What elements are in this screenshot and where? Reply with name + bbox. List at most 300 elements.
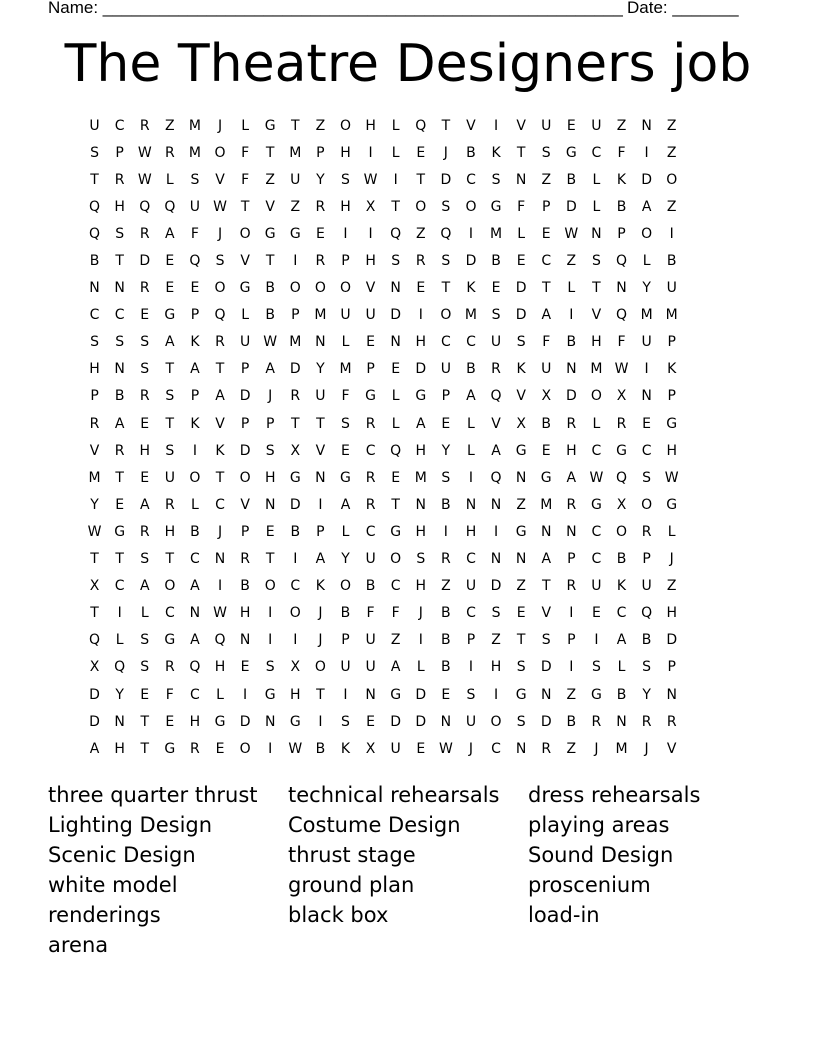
grid-row <box>82 735 738 762</box>
grid-letter: Q <box>189 659 201 676</box>
grid-letter: Q <box>390 442 402 459</box>
grid-letter: Z <box>666 144 677 161</box>
grid-letter: R <box>666 713 677 730</box>
word-bank-item: thrust stage <box>288 843 416 867</box>
grid-letter: D <box>490 578 502 595</box>
grid-letter: A <box>265 361 275 378</box>
grid-letter: X <box>290 659 301 676</box>
grid-letter: U <box>641 578 652 595</box>
grid-row <box>82 708 738 735</box>
grid-letter: M <box>188 144 201 161</box>
word-bank-item: proscenium <box>528 873 651 897</box>
grid-letter: R <box>315 253 326 270</box>
grid-letter: P <box>441 388 451 405</box>
grid-letter: N <box>540 686 552 703</box>
grid-letter: F <box>241 144 250 161</box>
grid-letter: V <box>240 496 250 513</box>
grid-letter: T <box>90 551 99 568</box>
grid-letter: C <box>491 740 501 757</box>
grid-letter: I <box>468 469 474 486</box>
grid-letter: B <box>89 253 100 270</box>
grid-letter: S <box>642 659 652 676</box>
grid-letter: I <box>318 713 323 730</box>
grid-letter: H <box>415 578 427 595</box>
grid-letter: M <box>339 361 352 378</box>
grid-letter: H <box>666 442 677 459</box>
grid-letter: K <box>466 280 476 297</box>
grid-row <box>82 329 738 356</box>
grid-letter: P <box>642 551 651 568</box>
grid-letter: O <box>590 388 602 405</box>
grid-letter: S <box>516 659 526 676</box>
grid-letter: U <box>591 117 602 134</box>
grid-letter: S <box>265 442 275 459</box>
grid-letter: B <box>265 280 275 297</box>
grid-letter: F <box>165 686 174 703</box>
grid-letter: S <box>516 334 526 351</box>
grid-letter: A <box>340 496 351 513</box>
grid-letter: F <box>391 605 400 622</box>
grid-letter: T <box>291 415 300 432</box>
grid-letter: E <box>391 361 401 378</box>
grid-letter: Y <box>642 280 651 297</box>
grid-letter: V <box>365 280 376 297</box>
grid-letter: A <box>616 632 627 649</box>
grid-letter: I <box>368 144 373 161</box>
grid-letter: J <box>644 740 649 757</box>
grid-letter: A <box>491 442 501 459</box>
grid-letter: R <box>139 280 150 297</box>
grid-row <box>82 518 738 545</box>
grid-letter: I <box>569 307 574 324</box>
grid-letter: C <box>114 117 125 134</box>
grid-letter: C <box>591 551 602 568</box>
grid-row <box>82 275 738 302</box>
grid-row <box>82 193 738 220</box>
grid-letter: N <box>490 496 502 513</box>
grid-letter: E <box>591 605 601 622</box>
grid-letter: E <box>265 523 275 540</box>
grid-letter: G <box>365 388 376 405</box>
grid-letter: D <box>540 713 552 730</box>
grid-letter: M <box>665 307 678 324</box>
grid-letter: K <box>491 144 501 161</box>
grid-letter: Z <box>666 117 677 134</box>
grid-letter: P <box>567 632 576 649</box>
grid-row <box>82 627 738 654</box>
grid-letter: D <box>565 198 577 215</box>
grid-letter: T <box>416 171 426 188</box>
grid-letter: I <box>368 225 373 242</box>
grid-letter: I <box>493 117 499 134</box>
grid-letter: N <box>616 280 627 297</box>
grid-letter: R <box>566 578 577 595</box>
grid-letter: O <box>666 171 678 188</box>
grid-letter: Y <box>341 551 350 568</box>
grid-letter: I <box>569 659 574 676</box>
word-bank-item: Lighting Design <box>48 813 213 837</box>
grid-letter: B <box>566 713 577 730</box>
grid-letter: O <box>289 280 301 297</box>
grid-letter: C <box>164 605 175 622</box>
grid-letter: N <box>515 740 527 757</box>
grid-row <box>82 573 738 600</box>
grid-letter: P <box>316 144 325 161</box>
grid-letter: R <box>566 415 577 432</box>
grid-letter: X <box>616 496 627 513</box>
grid-letter: J <box>217 225 223 242</box>
grid-letter: R <box>164 144 175 161</box>
grid-letter: G <box>164 740 176 757</box>
grid-letter: U <box>490 334 502 351</box>
grid-letter: V <box>215 171 225 188</box>
grid-row <box>82 220 738 247</box>
grid-letter: I <box>669 225 674 242</box>
grid-letter: E <box>190 280 200 297</box>
grid-letter: A <box>466 388 476 405</box>
grid-letter: F <box>542 334 551 351</box>
grid-letter: T <box>115 469 124 486</box>
grid-letter: G <box>415 388 427 405</box>
grid-letter: D <box>666 632 678 649</box>
grid-letter: C <box>390 578 401 595</box>
grid-letter: K <box>667 361 677 378</box>
grid-letter: L <box>165 171 174 188</box>
grid-letter: L <box>191 496 199 513</box>
grid-letter: P <box>466 632 476 649</box>
grid-row <box>82 600 738 627</box>
grid-letter: D <box>415 713 427 730</box>
grid-letter: I <box>493 523 499 540</box>
grid-letter: U <box>591 578 602 595</box>
grid-letter: I <box>268 632 273 649</box>
grid-letter: U <box>666 280 677 297</box>
grid-letter: D <box>89 686 100 703</box>
grid-letter: H <box>566 442 577 459</box>
grid-letter: O <box>189 469 201 486</box>
grid-letter: C <box>641 442 652 459</box>
grid-letter: G <box>264 686 276 703</box>
grid-letter: E <box>416 740 426 757</box>
grid-letter: B <box>541 415 552 432</box>
grid-letter: J <box>418 605 423 622</box>
grid-letter: G <box>289 225 301 242</box>
grid-letter: B <box>466 144 476 161</box>
grid-letter: W <box>263 334 278 351</box>
grid-letter: B <box>365 578 376 595</box>
grid-letter: G <box>616 442 627 459</box>
grid-letter: P <box>265 415 275 432</box>
grid-letter: R <box>591 713 602 730</box>
grid-letter: F <box>341 388 350 405</box>
grid-letter: M <box>590 361 603 378</box>
grid-letter: T <box>441 117 451 134</box>
grid-letter: A <box>165 225 175 242</box>
grid-letter: S <box>541 632 551 649</box>
grid-letter: G <box>590 496 602 513</box>
grid-letter: D <box>289 361 301 378</box>
grid-letter: D <box>239 388 251 405</box>
grid-letter: O <box>339 280 351 297</box>
grid-letter: A <box>566 469 577 486</box>
grid-letter: F <box>617 334 626 351</box>
grid-letter: D <box>89 713 100 730</box>
grid-letter: N <box>415 496 426 513</box>
grid-letter: S <box>516 713 526 730</box>
grid-letter: A <box>190 361 200 378</box>
grid-letter: N <box>89 280 100 297</box>
grid-letter: R <box>566 496 577 513</box>
grid-letter: A <box>165 334 175 351</box>
grid-letter: I <box>343 686 348 703</box>
grid-letter: Y <box>316 361 325 378</box>
grid-letter: N <box>114 361 125 378</box>
grid-letter: C <box>466 551 476 568</box>
grid-letter: G <box>390 523 402 540</box>
grid-letter: P <box>115 144 124 161</box>
grid-letter: B <box>616 198 627 215</box>
grid-letter: D <box>239 442 251 459</box>
grid-letter: C <box>616 605 627 622</box>
grid-letter: I <box>418 307 423 324</box>
grid-letter: Z <box>165 117 175 134</box>
grid-letter: G <box>666 415 678 432</box>
grid-letter: B <box>265 307 275 324</box>
grid-letter: Z <box>491 632 501 649</box>
grid-letter: Z <box>666 578 677 595</box>
grid-letter: H <box>139 442 150 459</box>
grid-letter: S <box>140 551 150 568</box>
grid-letter: G <box>490 198 502 215</box>
grid-letter: R <box>164 496 175 513</box>
grid-letter: S <box>441 198 451 215</box>
grid-letter: V <box>491 415 501 432</box>
grid-letter: D <box>390 307 402 324</box>
grid-letter: I <box>293 253 298 270</box>
grid-letter: I <box>468 225 474 242</box>
grid-letter: U <box>541 361 552 378</box>
grid-letter: W <box>87 523 102 540</box>
grid-letter: S <box>466 686 476 703</box>
grid-letter: J <box>669 551 674 568</box>
grid-letter: X <box>365 198 376 215</box>
grid-letter: Y <box>642 686 651 703</box>
grid-letter: H <box>264 469 276 486</box>
grid-letter: K <box>215 442 225 459</box>
grid-letter: I <box>293 632 298 649</box>
grid-letter: T <box>391 496 400 513</box>
grid-letter: I <box>217 578 223 595</box>
grid-letter: T <box>215 361 225 378</box>
word-bank-item: ground plan <box>288 873 415 897</box>
grid-letter: L <box>567 280 576 297</box>
grid-letter: E <box>541 225 551 242</box>
grid-letter: P <box>366 361 375 378</box>
grid-letter: Q <box>616 469 628 486</box>
grid-letter: H <box>114 740 125 757</box>
grid-letter: B <box>190 523 200 540</box>
grid-letter: R <box>415 253 426 270</box>
grid-letter: X <box>616 388 627 405</box>
grid-letter: X <box>365 740 376 757</box>
grid-letter: Y <box>316 171 325 188</box>
grid-letter: H <box>89 361 100 378</box>
grid-letter: H <box>465 523 477 540</box>
grid-letter: S <box>215 253 225 270</box>
grid-letter: H <box>415 523 427 540</box>
grid-letter: T <box>291 117 300 134</box>
grid-letter: N <box>214 551 226 568</box>
grid-letter: L <box>467 415 475 432</box>
grid-row <box>82 383 738 410</box>
grid-letter: W <box>589 469 604 486</box>
grid-letter: C <box>591 523 602 540</box>
grid-letter: Q <box>214 632 226 649</box>
grid-letter: L <box>592 171 601 188</box>
grid-letter: L <box>592 415 601 432</box>
grid-letter: U <box>365 632 376 649</box>
grid-letter: H <box>365 117 376 134</box>
grid-letter: G <box>565 144 577 161</box>
grid-letter: O <box>214 280 226 297</box>
grid-letter: I <box>468 659 474 676</box>
grid-letter: W <box>614 361 629 378</box>
grid-letter: Q <box>440 225 452 242</box>
grid-letter: E <box>140 415 150 432</box>
grid-letter: H <box>164 523 176 540</box>
grid-letter: Z <box>390 632 401 649</box>
grid-letter: D <box>440 171 452 188</box>
grid-letter: U <box>390 740 401 757</box>
grid-letter: Y <box>90 496 99 513</box>
grid-letter: X <box>516 415 526 432</box>
grid-letter: G <box>666 496 678 513</box>
word-bank-item: white model <box>48 873 178 897</box>
grid-letter: T <box>516 632 526 649</box>
grid-letter: N <box>540 523 552 540</box>
grid-letter: R <box>114 442 125 459</box>
grid-letter: O <box>616 523 628 540</box>
grid-letter: N <box>591 225 602 242</box>
grid-letter: T <box>265 144 275 161</box>
grid-letter: R <box>139 225 150 242</box>
grid-letter: D <box>415 686 427 703</box>
grid-letter: R <box>491 361 501 378</box>
grid-letter: D <box>641 171 652 188</box>
grid-letter: N <box>440 713 452 730</box>
grid-letter: L <box>241 117 250 134</box>
grid-letter: O <box>264 578 276 595</box>
grid-letter: C <box>190 686 200 703</box>
grid-letter: E <box>165 280 175 297</box>
grid-letter: J <box>468 740 474 757</box>
grid-letter: W <box>664 469 679 486</box>
name-line: Name: _______________________________________________________ <box>48 0 623 17</box>
word-bank-item: Sound Design <box>528 843 674 867</box>
grid-letter: E <box>366 334 375 351</box>
grid-letter: U <box>290 171 301 188</box>
grid-letter: S <box>491 171 501 188</box>
grid-letter: U <box>164 469 175 486</box>
grid-letter: S <box>341 171 350 188</box>
grid-letter: J <box>268 388 273 405</box>
grid-letter: S <box>90 334 99 351</box>
word-bank-item: renderings <box>48 903 161 927</box>
grid-letter: O <box>415 198 427 215</box>
grid-letter: C <box>365 523 376 540</box>
grid-row <box>82 302 738 329</box>
grid-letter: E <box>566 117 576 134</box>
grid-letter: M <box>464 307 477 324</box>
grid-letter: I <box>493 686 499 703</box>
word-search-grid <box>82 112 738 762</box>
grid-letter: T <box>165 551 175 568</box>
grid-letter: P <box>316 523 325 540</box>
grid-letter: E <box>491 280 501 297</box>
grid-letter: S <box>341 415 350 432</box>
grid-letter: H <box>415 442 427 459</box>
grid-letter: P <box>240 523 250 540</box>
grid-letter: R <box>616 415 627 432</box>
grid-letter: T <box>541 578 551 595</box>
grid-letter: R <box>365 496 376 513</box>
grid-letter: F <box>617 144 626 161</box>
grid-letter: S <box>642 469 652 486</box>
grid-letter: A <box>190 632 200 649</box>
grid-letter: B <box>441 632 451 649</box>
grid-letter: E <box>441 415 451 432</box>
grid-letter: C <box>365 442 376 459</box>
grid-letter: C <box>290 578 301 595</box>
grid-letter: R <box>215 334 225 351</box>
grid-letter: C <box>591 144 602 161</box>
grid-letter: C <box>89 307 100 324</box>
grid-letter: H <box>365 253 376 270</box>
grid-letter: V <box>516 388 526 405</box>
grid-letter: N <box>390 334 401 351</box>
grid-row <box>82 491 738 518</box>
grid-letter: D <box>465 253 477 270</box>
grid-letter: W <box>137 144 152 161</box>
grid-letter: I <box>594 632 599 649</box>
grid-letter: N <box>114 713 125 730</box>
grid-letter: Q <box>189 253 201 270</box>
grid-letter: P <box>667 388 676 405</box>
grid-letter: O <box>239 225 251 242</box>
grid-letter: L <box>115 632 124 649</box>
grid-letter: N <box>566 523 577 540</box>
grid-letter: C <box>215 496 225 513</box>
grid-letter: R <box>139 523 150 540</box>
grid-letter: I <box>569 605 574 622</box>
word-bank-item: Costume Design <box>288 813 461 837</box>
grid-letter: N <box>515 469 527 486</box>
grid-letter: P <box>90 388 99 405</box>
grid-letter: D <box>515 280 527 297</box>
grid-letter: V <box>666 740 677 757</box>
grid-letter: L <box>617 659 626 676</box>
grid-letter: F <box>517 198 526 215</box>
word-bank-item: technical rehearsals <box>288 783 500 807</box>
grid-letter: D <box>565 388 577 405</box>
grid-letter: J <box>443 144 448 161</box>
word-bank <box>48 780 768 960</box>
grid-letter: R <box>139 117 150 134</box>
grid-letter: N <box>566 361 577 378</box>
grid-letter: R <box>290 388 301 405</box>
grid-letter: K <box>516 361 526 378</box>
grid-letter: J <box>318 605 323 622</box>
